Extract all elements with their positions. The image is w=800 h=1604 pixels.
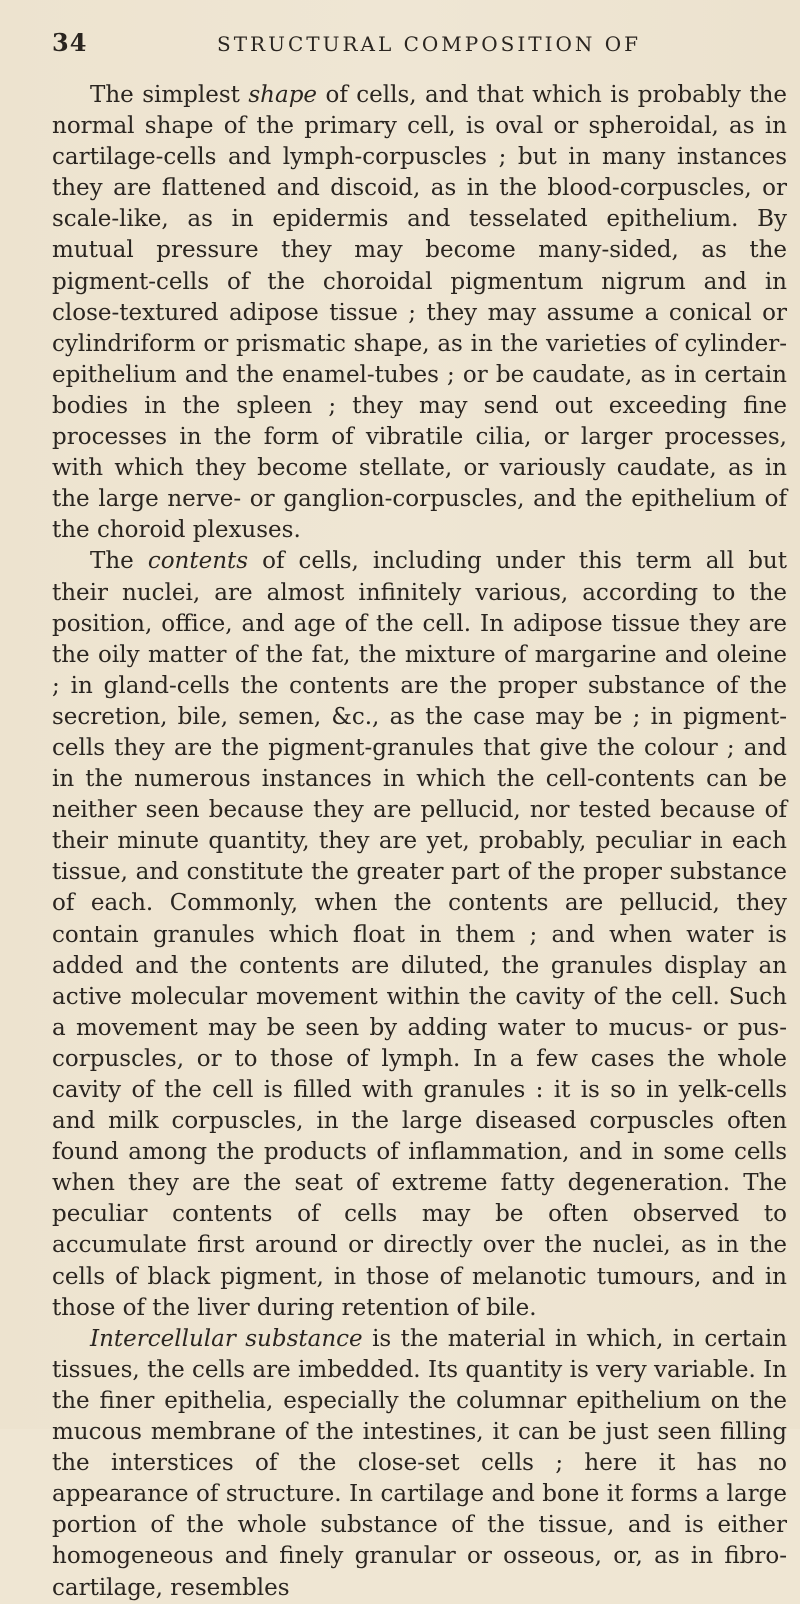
paragraph-intro: The [90,548,148,575]
body-text [52,80,787,1604]
paragraph-text: of cells, including under this term all but their nuclei, are almost infinitely various, according to the position, office, and age of the cell. In adipose tissue they are the oily matter of the fat, the mixture of margarine and oleine ; in gland-cells the contents are the proper substance of the secretion, bile, semen, &c., as the case may be ; in pigment-cells they are the pigment-granules that give the colour ; and in the numerous instances in which the cell-contents can be neither seen because they are pellucid, nor tested because of their minute quantity, they are yet, probably, peculiar in each tissue, and constitute the greater part of the proper substance of each. Commonly, when the contents are pellucid, they contain granules which float in them ; and when water is added and the contents are diluted, the granules display an active molecular movement within the cavity of the cell. Such a movement may be seen by adding water to mucus- or pus-corpuscles, or to those of lymph. In a few cases the whole cavity of the cell is filled with granules : it is so in yelk-cells and milk corpuscles, in the large diseased corpuscles often found among the products of inflammation, and in some cells when they are the seat of extreme fatty degeneration. The peculiar contents of cells may be often observed to accumulate first around or directly over the nuclei, as in the cells of black pigment, in those of melanotic tumours, and in those of the liver during retention of bile. [52,548,787,1321]
paragraph-contents [52,546,787,1323]
italic-term: Intercellular substance [90,1325,363,1352]
paragraph-intercellular [52,1324,787,1604]
page-header [52,28,740,64]
italic-term: shape [248,82,318,108]
paragraph-shape [52,80,787,546]
paragraph-text: is the material in which, in certain tissues, the cells are imbedded. Its quantity is very variable. In the finer epithelia, especially the columnar epithelium on the mucous membrane of the intestines, it can be just seen filling the interstices of the close-set cells ; here it has no appearance of structure. In cartilage and bone it forms a large portion of the whole substance of the tissue, and is either homogeneous and finely granular or osseous, or, as in fibro-cartilage, resembles [52,1325,788,1601]
running-head: STRUCTURAL COMPOSITION OF [217,32,641,56]
italic-term: contents [147,548,249,575]
paragraph-text: of cells, and that which is probably the normal shape of the primary cell, is oval or spheroidal, as in cartilage-cells and lymph-corpuscles ; but in many instances they are flattened and discoid, as in the blood-corpuscles, or scale-like, as in epidermis and tesselated epithelium. By mutual pressure they may become many-sided, as the pigment-cells of the choroidal pigmentum nigrum and in close-textured adipose tissue ; they may assume a conical or cylindriform or prismatic shape, as in the varieties of cylinder-epithelium and the enamel-tubes ; or be caudate, as in certain bodies in the spleen ; they may send out exceeding fine processes in the form of vibratile cilia, or larger processes, with which they become stellate, or variously caudate, as in the large nerve- or ganglion-corpuscles, and the epithelium of the choroid plexuses. [52,82,787,544]
paragraph-intro: The simplest [90,82,249,108]
page-number: 34 [52,28,88,57]
